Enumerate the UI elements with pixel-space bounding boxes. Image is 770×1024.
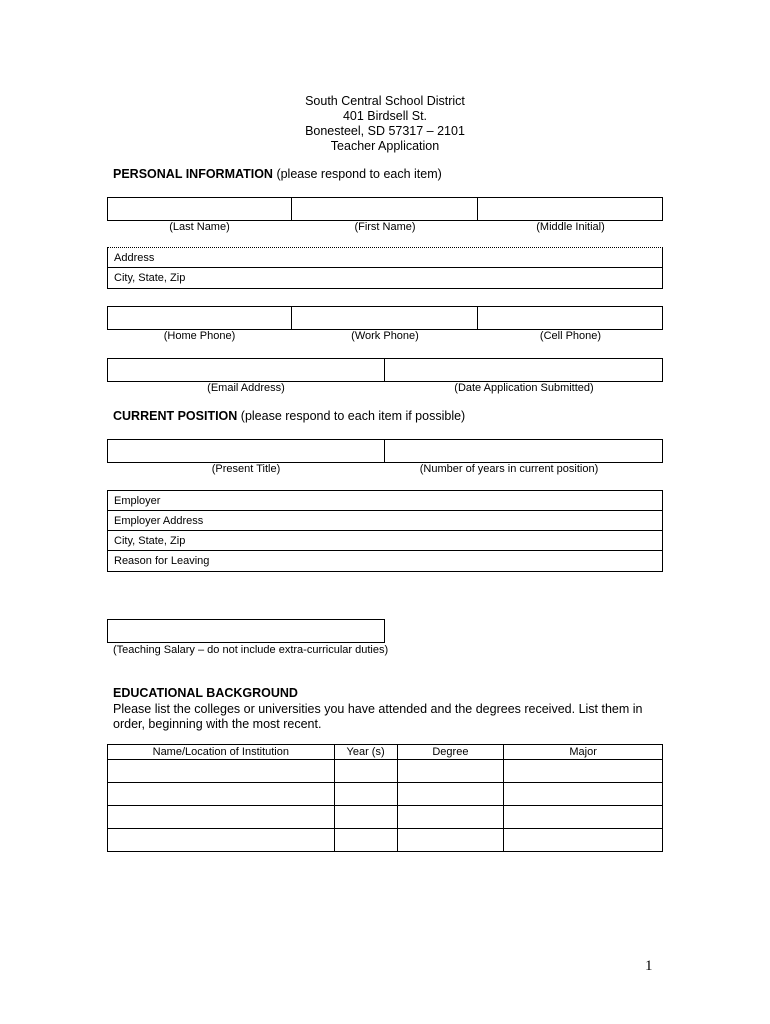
cell-phone-field[interactable] [478,307,662,329]
year-cell[interactable] [334,806,397,829]
major-cell[interactable] [504,806,663,829]
institution-column-header: Name/Location of Institution [108,745,335,760]
address-field[interactable]: Address [108,248,662,268]
city-state-zip-field[interactable]: City, State, Zip [114,272,186,284]
institution-cell[interactable] [108,806,335,829]
personal-info-note: (please respond to each item) [272,167,442,181]
work-phone-label: (Work Phone) [351,330,419,342]
date-submitted-label: (Date Application Submitted) [454,382,594,394]
district-city: Bonesteel, SD 57317 – 2101 [305,124,465,138]
name-fields-row [107,197,663,221]
year-column-header: Year (s) [334,745,397,760]
middle-initial-field[interactable] [478,198,662,220]
degree-cell[interactable] [397,783,504,806]
table-row [108,806,663,829]
form-title: Teacher Application [330,139,440,153]
education-heading: EDUCATIONAL BACKGROUND [113,686,298,700]
present-title-label: (Present Title) [211,463,281,475]
degree-column-header: Degree [397,745,504,760]
table-row [108,760,663,783]
last-name-label: (Last Name) [169,221,230,233]
home-phone-label: (Home Phone) [163,330,236,342]
work-phone-field[interactable] [292,307,477,329]
years-in-position-field[interactable] [385,440,662,462]
degree-cell[interactable] [397,806,504,829]
education-table [107,744,663,852]
year-cell[interactable] [334,829,397,852]
phone-fields-row [107,306,663,330]
table-row [108,783,663,806]
year-cell[interactable] [334,760,397,783]
major-cell[interactable] [504,760,663,783]
teaching-salary-field[interactable] [107,619,385,643]
current-position-note: (please respond to each item if possible) [237,409,466,423]
reason-for-leaving-field[interactable]: Reason for Leaving [114,555,210,567]
current-position-heading-line [113,409,465,423]
personal-info-heading-line [113,167,442,181]
education-table-header [108,745,663,760]
last-name-field[interactable] [108,198,292,220]
education-instructions-2: order, beginning with the most recent. [113,717,322,731]
degree-cell[interactable] [397,760,504,783]
institution-cell[interactable] [108,829,335,852]
date-submitted-field[interactable] [385,359,662,381]
cell-phone-label: (Cell Phone) [539,330,602,342]
degree-cell[interactable] [397,829,504,852]
address-box [107,247,663,289]
teaching-salary-label: (Teaching Salary – do not include extra-curricular duties) [113,644,389,656]
current-position-heading: CURRENT POSITION [113,409,238,423]
major-column-header: Major [504,745,663,760]
major-cell[interactable] [504,829,663,852]
title-years-row [107,439,663,463]
education-instructions-1: Please list the colleges or universities you have attended and the degrees received. List them in [113,702,643,716]
first-name-field[interactable] [292,198,477,220]
year-cell[interactable] [334,783,397,806]
page-number: 1 [645,958,653,974]
employer-box [107,490,663,572]
home-phone-field[interactable] [108,307,292,329]
first-name-label: (First Name) [354,221,416,233]
major-cell[interactable] [504,783,663,806]
middle-initial-label: (Middle Initial) [536,221,605,233]
table-row [108,829,663,852]
district-street: 401 Birdsell St. [342,109,428,123]
institution-cell[interactable] [108,760,335,783]
district-name: South Central School District [305,94,465,108]
employer-field[interactable]: Employer [108,491,662,511]
personal-info-heading: PERSONAL INFORMATION [113,167,273,181]
employer-city-state-zip-field[interactable]: City, State, Zip [108,531,662,551]
email-label: (Email Address) [207,382,285,394]
years-in-position-label: (Number of years in current position) [419,463,599,475]
email-date-row [107,358,663,382]
institution-cell[interactable] [108,783,335,806]
email-field[interactable] [108,359,385,381]
employer-address-field[interactable]: Employer Address [108,511,662,531]
present-title-field[interactable] [108,440,385,462]
